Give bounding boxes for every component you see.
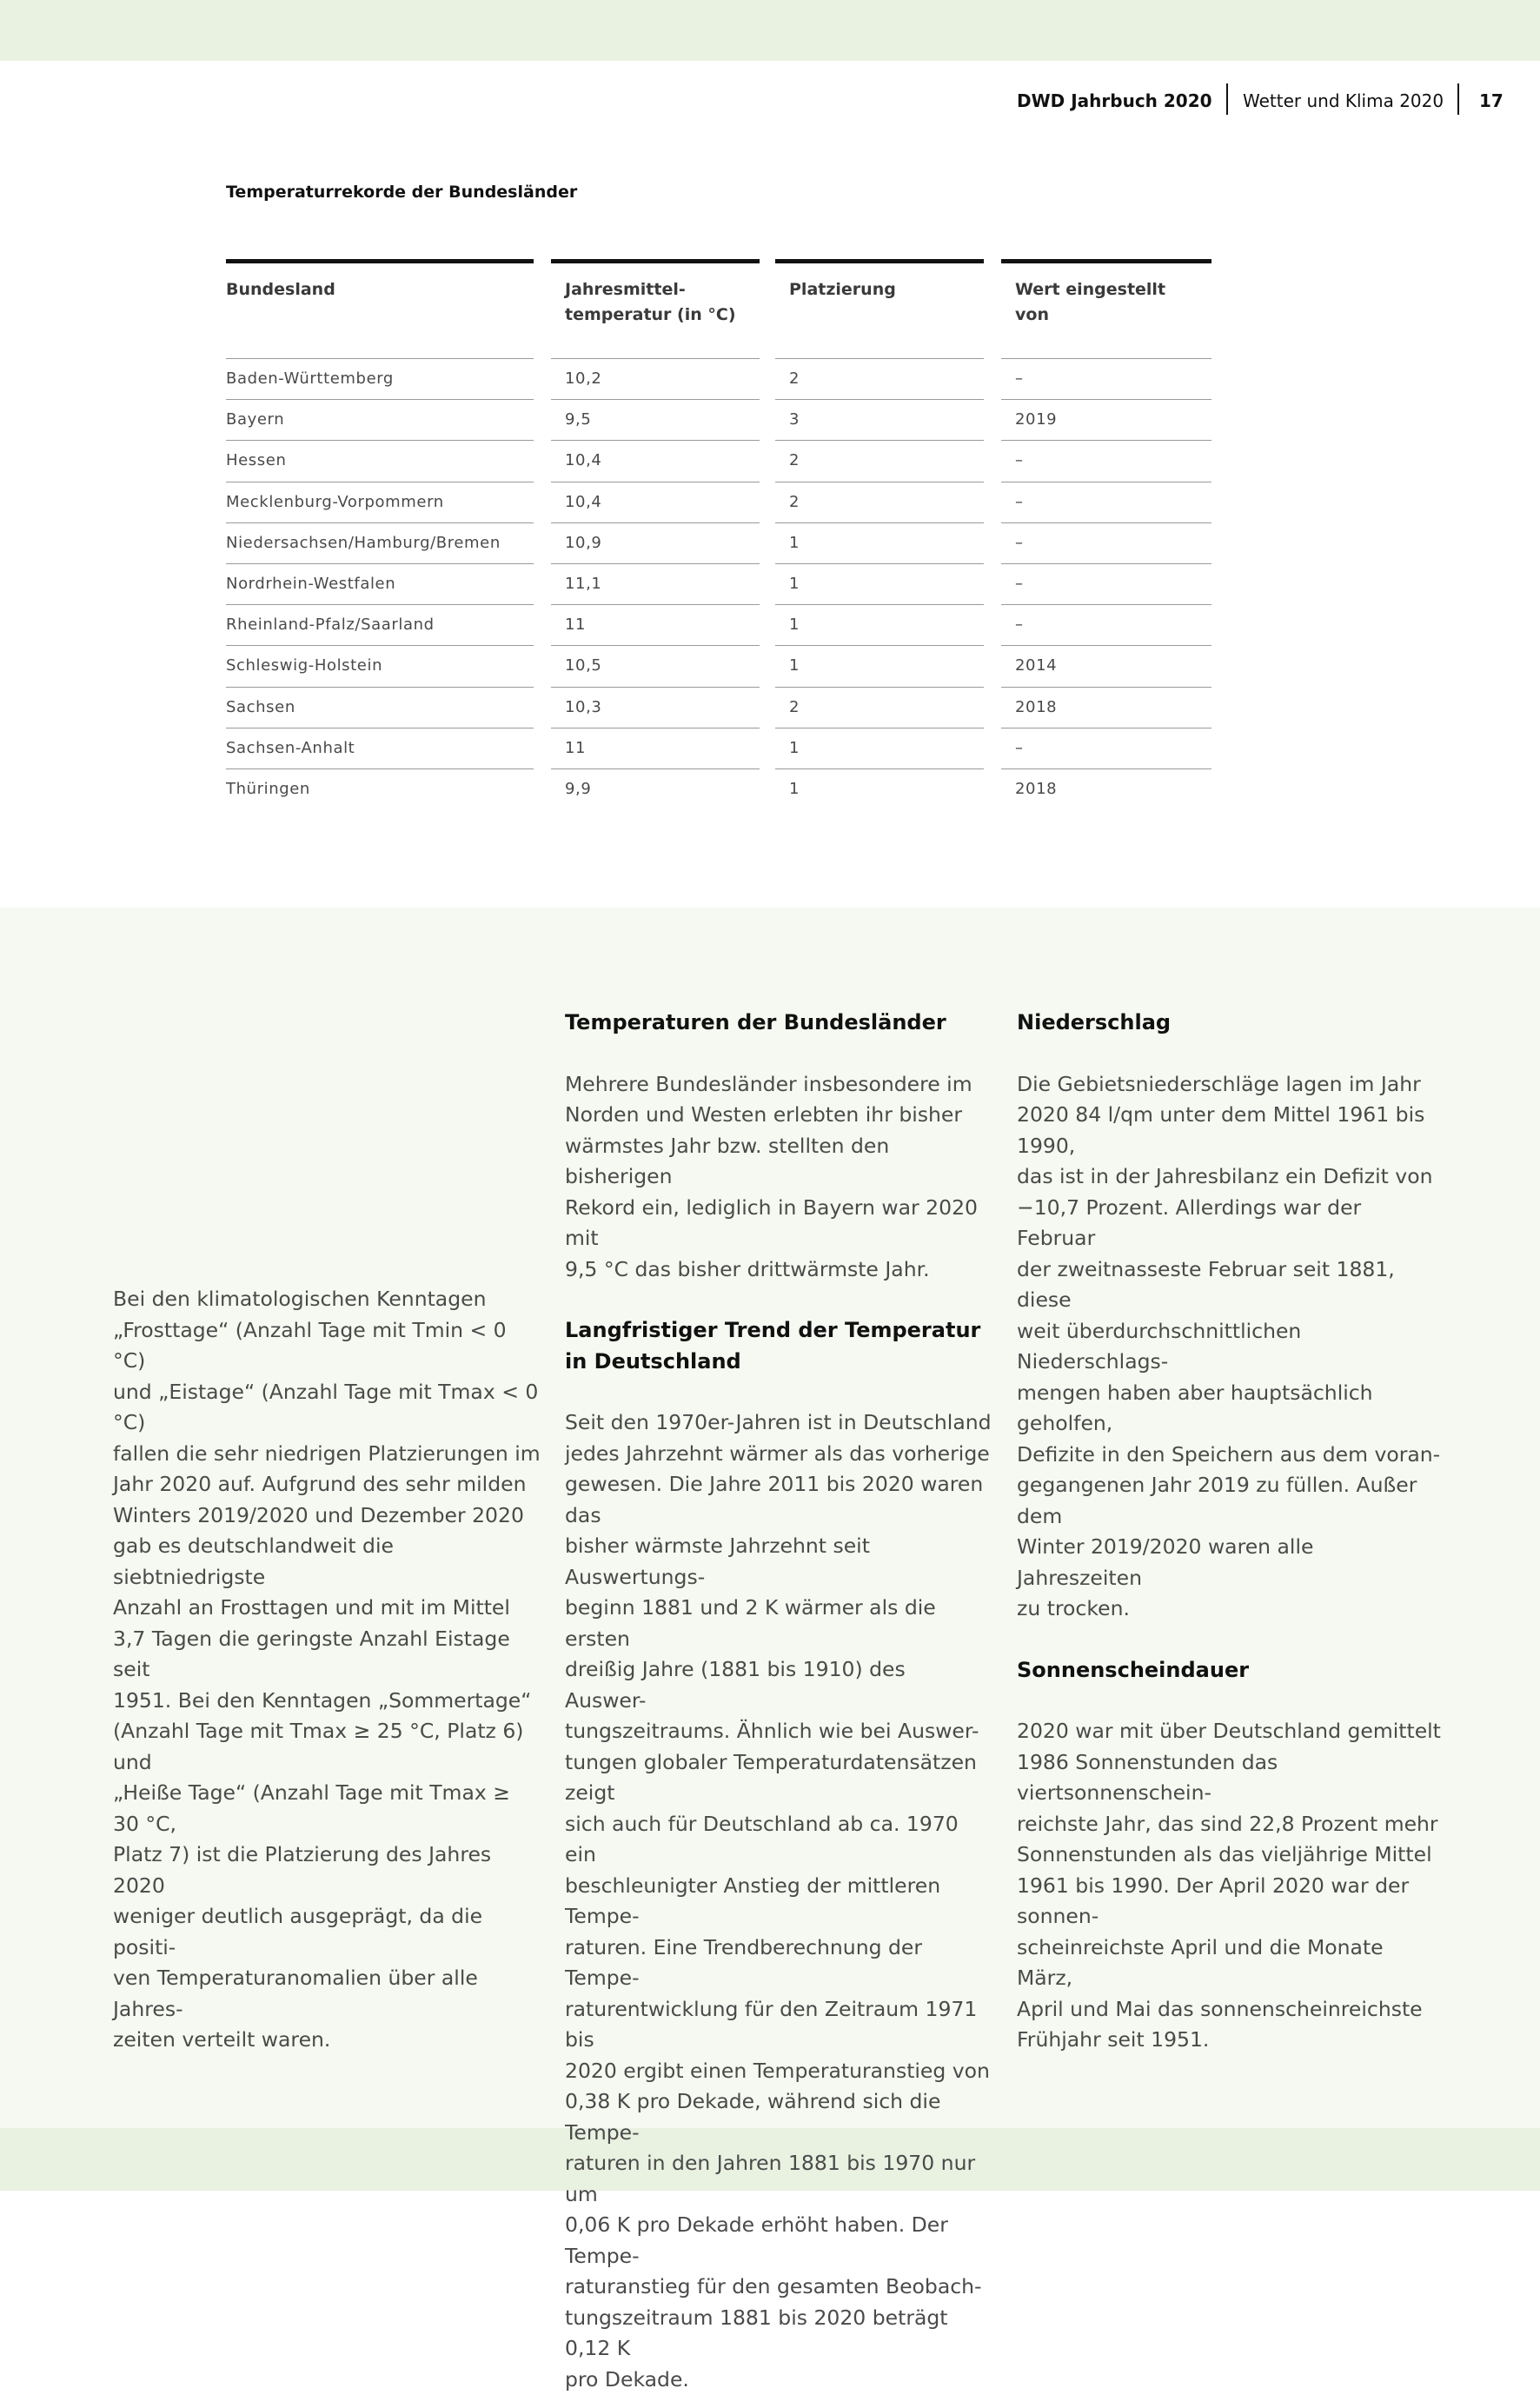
cell-bundesland: Baden-Württemberg: [226, 358, 534, 399]
top-band: [0, 0, 1540, 61]
text-line: 2020 84 l/qm unter dem Mittel 1961 bis 1990,: [1017, 1100, 1444, 1161]
cell-temperatur: 10,9: [551, 522, 760, 563]
cell-wert: 2018: [1001, 768, 1211, 809]
header-label: Platzierung: [789, 280, 896, 299]
paragraph-sonnenscheindauer: [1017, 1716, 1444, 2056]
text-line: sich auch für Deutschland ab ca. 1970 ein: [565, 1809, 992, 1871]
text-line: tungen globaler Temperaturdatensätzen zeigt: [565, 1747, 992, 1809]
text-line: raturanstieg für den gesamten Beobach-: [565, 2272, 992, 2303]
middle-column: [565, 1008, 992, 2395]
text-line: weit überdurchschnittlichen Niederschlags-: [1017, 1316, 1444, 1378]
cell-wert: 2014: [1001, 645, 1211, 686]
table-row: [226, 522, 1212, 563]
cell-wert: –: [1001, 522, 1211, 563]
header-title: DWD Jahrbuch 2020: [1017, 90, 1212, 111]
text-line: das ist in der Jahresbilanz ein Defizit von: [1017, 1161, 1444, 1193]
text-line: fallen die sehr niedrigen Platzierungen im: [113, 1439, 541, 1470]
cell-wert: 2019: [1001, 399, 1211, 440]
cell-platzierung: 1: [775, 768, 984, 809]
cell-platzierung: 1: [775, 645, 984, 686]
table-row: [226, 563, 1212, 604]
table-row: [226, 604, 1212, 645]
text-line: gewesen. Die Jahre 2011 bis 2020 waren das: [565, 1469, 992, 1531]
cell-bundesland: Schleswig-Holstein: [226, 645, 534, 686]
cell-temperatur: 10,5: [551, 645, 760, 686]
text-line: gab es deutschlandweit die siebtniedrigste: [113, 1531, 541, 1593]
cell-platzierung: 1: [775, 522, 984, 563]
paragraph-temperaturen: [565, 1069, 992, 1286]
header-divider: [1457, 83, 1459, 115]
header-label: temperatur (in °C): [565, 303, 760, 328]
text-line: Frühjahr seit 1951.: [1017, 2025, 1444, 2056]
page-number: 17: [1479, 90, 1503, 111]
cell-temperatur: 11: [551, 728, 760, 768]
text-line: und „Eistage“ (Anzahl Tage mit Tmax < 0 °C): [113, 1377, 541, 1439]
text-line: 1951. Bei den Kenntagen „Sommertage“: [113, 1686, 541, 1717]
cell-wert: 2018: [1001, 687, 1211, 728]
text-line: Sonnenstunden als das vieljährige Mittel: [1017, 1839, 1444, 1871]
cell-bundesland: Niedersachsen/Hamburg/Bremen: [226, 522, 534, 563]
paragraph-trend: [565, 1407, 992, 2395]
text-line: beschleunigter Anstieg der mittleren Tempe-: [565, 1871, 992, 1933]
text-line: Jahr 2020 auf. Aufgrund des sehr milden: [113, 1469, 541, 1500]
column-header-temperatur: [551, 259, 760, 358]
text-line: 1961 bis 1990. Der April 2020 war der sonnen-: [1017, 1871, 1444, 1933]
text-line: raturentwicklung für den Zeitraum 1971 bis: [565, 1994, 992, 2056]
text-line: 9,5 °C das bisher drittwärmste Jahr.: [565, 1254, 992, 1286]
text-line: Mehrere Bundesländer insbesondere im: [565, 1069, 992, 1101]
heading-trend: [565, 1315, 992, 1377]
text-line: „Heiße Tage“ (Anzahl Tage mit Tmax ≥ 30 °C,: [113, 1778, 541, 1839]
column-header-platzierung: [775, 259, 984, 358]
right-column: [1017, 1008, 1444, 2056]
cell-platzierung: 3: [775, 399, 984, 440]
text-line: bisher wärmste Jahrzehnt seit Auswertungs-: [565, 1531, 992, 1593]
cell-temperatur: 11: [551, 604, 760, 645]
text-line: mengen haben aber hauptsächlich geholfen,: [1017, 1378, 1444, 1440]
table-row: [226, 399, 1212, 440]
text-line: (Anzahl Tage mit Tmax ≥ 25 °C, Platz 6) und: [113, 1716, 541, 1778]
cell-platzierung: 1: [775, 563, 984, 604]
table-row: [226, 687, 1212, 728]
text-line: April und Mai das sonnenscheinreichste: [1017, 1994, 1444, 2026]
text-line: ven Temperaturanomalien über alle Jahres-: [113, 1963, 541, 2025]
header-label: von: [1015, 303, 1211, 328]
table-row: [226, 482, 1212, 522]
cell-platzierung: 2: [775, 440, 984, 481]
text-line: Winter 2019/2020 waren alle Jahreszeiten: [1017, 1532, 1444, 1593]
left-paragraph: [113, 1284, 541, 2056]
text-line: der zweitnasseste Februar seit 1881, diese: [1017, 1254, 1444, 1316]
cell-temperatur: 10,3: [551, 687, 760, 728]
cell-wert: –: [1001, 358, 1211, 399]
heading-niederschlag: Niederschlag: [1017, 1008, 1444, 1039]
text-line: 3,7 Tagen die geringste Anzahl Eistage seit: [113, 1624, 541, 1686]
cell-bundesland: Bayern: [226, 399, 534, 440]
text-line: Platz 7) ist die Platzierung des Jahres 2020: [113, 1839, 541, 1901]
text-line: tungszeitraum 1881 bis 2020 beträgt 0,12 K: [565, 2303, 992, 2365]
text-line: reichste Jahr, das sind 22,8 Prozent mehr: [1017, 1809, 1444, 1840]
cell-wert: –: [1001, 482, 1211, 522]
heading-sonnenscheindauer: Sonnenscheindauer: [1017, 1655, 1444, 1686]
text-line: 2020 war mit über Deutschland gemittelt: [1017, 1716, 1444, 1747]
text-line: jedes Jahrzehnt wärmer als das vorherige: [565, 1439, 992, 1470]
header-divider: [1226, 83, 1228, 115]
text-line: zeiten verteilt waren.: [113, 2025, 541, 2056]
text-line: Rekord ein, lediglich in Bayern war 2020 mit: [565, 1193, 992, 1254]
cell-bundesland: Hessen: [226, 440, 534, 481]
cell-platzierung: 1: [775, 728, 984, 768]
text-line: 0,38 K pro Dekade, während sich die Tempe-: [565, 2086, 992, 2148]
text-line: beginn 1881 und 2 K wärmer als die ersten: [565, 1593, 992, 1654]
heading-line: in Deutschland: [565, 1349, 741, 1374]
text-line: Anzahl an Frosttagen und mit im Mittel: [113, 1593, 541, 1624]
text-line: Bei den klimatologischen Kenntagen: [113, 1284, 541, 1315]
text-line: wärmstes Jahr bzw. stellten den bisherigen: [565, 1131, 992, 1193]
cell-bundesland: Mecklenburg-Vorpommern: [226, 482, 534, 522]
text-line: Norden und Westen erlebten ihr bisher: [565, 1100, 992, 1131]
heading-line: Langfristiger Trend der Temperatur: [565, 1318, 980, 1342]
cell-bundesland: Rheinland-Pfalz/Saarland: [226, 604, 534, 645]
text-line: zu trocken.: [1017, 1593, 1444, 1625]
heading-temperaturen: Temperaturen der Bundesländer: [565, 1008, 992, 1039]
cell-bundesland: Sachsen: [226, 687, 534, 728]
table-row: [226, 768, 1212, 809]
header-label: Wert eingestellt: [1015, 277, 1211, 303]
header-subtitle: Wetter und Klima 2020: [1243, 90, 1444, 111]
column-header-wert: [1001, 259, 1211, 358]
table-row: [226, 728, 1212, 768]
cell-platzierung: 1: [775, 604, 984, 645]
text-line: pro Dekade.: [565, 2365, 992, 2395]
table-row: [226, 358, 1212, 399]
cell-bundesland: Thüringen: [226, 768, 534, 809]
table-row: [226, 440, 1212, 481]
cell-wert: –: [1001, 563, 1211, 604]
text-line: Seit den 1970er-Jahren ist in Deutschland: [565, 1407, 992, 1439]
text-line: 2020 ergibt einen Temperaturanstieg von: [565, 2056, 992, 2087]
text-line: 1986 Sonnenstunden das viertsonnenschein-: [1017, 1747, 1444, 1809]
text-line: Defizite in den Speichern aus dem voran-: [1017, 1440, 1444, 1471]
paragraph-niederschlag: [1017, 1069, 1444, 1625]
cell-temperatur: 11,1: [551, 563, 760, 604]
text-line: 0,06 K pro Dekade erhöht haben. Der Tempe-: [565, 2210, 992, 2272]
header-label: Bundesland: [226, 280, 335, 299]
table-row: [226, 645, 1212, 686]
text-line: Die Gebietsniederschläge lagen im Jahr: [1017, 1069, 1444, 1101]
table-title: Temperaturrekorde der Bundesländer: [226, 183, 577, 202]
cell-temperatur: 10,2: [551, 358, 760, 399]
cell-temperatur: 9,5: [551, 399, 760, 440]
column-header-bundesland: [226, 259, 534, 358]
cell-bundesland: Sachsen-Anhalt: [226, 728, 534, 768]
text-line: Winters 2019/2020 und Dezember 2020: [113, 1500, 541, 1532]
text-line: „Frosttage“ (Anzahl Tage mit Tmin < 0 °C): [113, 1315, 541, 1377]
header-label: Jahresmittel-: [565, 277, 760, 303]
text-line: weniger deutlich ausgeprägt, da die positi-: [113, 1901, 541, 1963]
text-line: dreißig Jahre (1881 bis 1910) des Auswer-: [565, 1654, 992, 1716]
cell-temperatur: 10,4: [551, 482, 760, 522]
text-line: raturen. Eine Trendberechnung der Tempe-: [565, 1933, 992, 1994]
cell-temperatur: 9,9: [551, 768, 760, 809]
cell-bundesland: Nordrhein-Westfalen: [226, 563, 534, 604]
cell-wert: –: [1001, 728, 1211, 768]
cell-platzierung: 2: [775, 358, 984, 399]
cell-platzierung: 2: [775, 482, 984, 522]
left-column: [113, 1284, 541, 2056]
cell-platzierung: 2: [775, 687, 984, 728]
cell-temperatur: 10,4: [551, 440, 760, 481]
text-line: gegangenen Jahr 2019 zu füllen. Außer dem: [1017, 1470, 1444, 1532]
text-line: raturen in den Jahren 1881 bis 1970 nur um: [565, 2148, 992, 2210]
cell-wert: –: [1001, 604, 1211, 645]
cell-wert: –: [1001, 440, 1211, 481]
text-line: tungszeitraums. Ähnlich wie bei Auswer-: [565, 1716, 992, 1747]
text-line: scheinreichste April und die Monate März,: [1017, 1933, 1444, 1994]
text-line: −10,7 Prozent. Allerdings war der Februar: [1017, 1193, 1444, 1254]
